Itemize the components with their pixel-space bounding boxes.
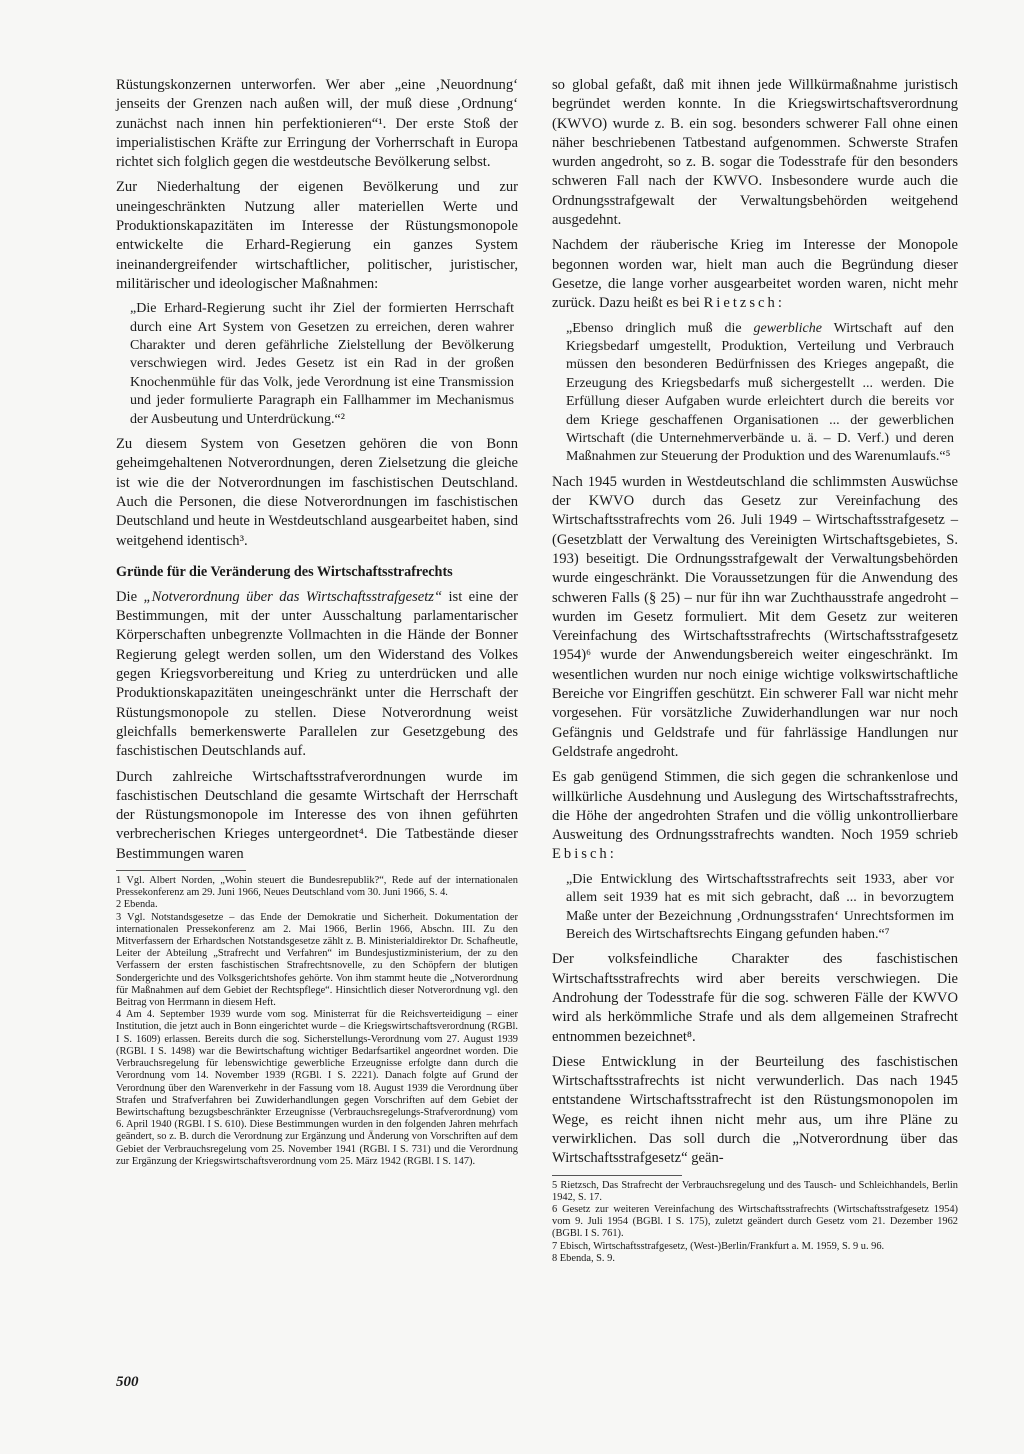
block-quote: „Die Erhard-Regierung sucht ihr Ziel der formierten Herrschaft durch eine Art System von Gesetzen zu erreichen, deren wahrer Charakter und deren gefährliche Zielstellung der Bevölkerung verschwiegen wird. Jedes Gesetz ist ein Rad in der großen Knochenmühle für das Volk, jede Verordnung ist eine Transmission und jeder formulierte Paragraph ein Fallhammer im Mechanismus der Ausbeutung und Unterdrückung.“²: [130, 301, 514, 427]
footnote: 6 Gesetz zur weiteren Vereinfachung des Wirtschaftsstrafrechts (Wirtschaftsstrafgesetz 1954) vom 9. Juli 1954 (BGBl. I S. 175), zuletzt geändert durch Gesetz vom 21. Dezember 1962 (BGBl. I S. 761).: [552, 1204, 958, 1240]
footnote: 8 Ebenda, S. 9.: [552, 1252, 615, 1264]
paragraph: Zur Niederhaltung der eigenen Bevölkerung und zur uneingeschränkten Nutzung aller materiellen Werte und Produktionskapazitäten im Interesse der Rüstungsmonopole entwickelte die Erhard-Regierung ein ganzes System ineinandergreifender wirtschaftlicher, politischer, juristischer, militärischer und ideologischer Maßnahmen:: [116, 179, 518, 292]
paragraph: Durch zahlreiche Wirtschaftsstrafverordnungen wurde im faschistischen Deutschland die gesamte Wirtschaft der Herrschaft der Rüstungsmonopole im Interesse des von ihnen geführten verbrecherischen Krieges untergeordnet⁴. Die Tatbestände dieser Bestimmungen waren: [116, 768, 518, 862]
footnote-divider: [552, 1175, 682, 1176]
footnote: 1 Vgl. Albert Norden, „Wohin steuert die Bundesrepublik?“, Rede auf der internationalen Pressekonferenz am 29. Juni 1966, Neues Deutschland vom 30. Juni 1966, S. 4.: [116, 875, 518, 899]
author-name: Ebisch: [552, 846, 610, 863]
footnote: 5 Rietzsch, Das Strafrecht der Verbrauchsregelung und des Tausch- und Schleichhandels, Berlin 1942, S. 17.: [552, 1179, 958, 1203]
paragraph: Diese Entwicklung in der Beurteilung des faschistischen Wirtschaftsstrafrechts ist nicht verwunderlich. Das nach 1945 entstandene Wirtschaftsstrafrecht ist den Rüstungsmonopolen im Wege, es reicht ihnen nicht mehr aus, um ihre Pläne zu verwirklichen. Das soll durch die „Notverordnung über das Wirtschaftsstrafgesetz“ geän-: [552, 1053, 958, 1167]
text: „Ebenso dringlich muß die: [566, 320, 754, 336]
text: :: [777, 295, 782, 312]
text: :: [609, 846, 614, 863]
paragraph: [116, 588, 518, 762]
right-column: [552, 76, 958, 1265]
footnote: 4 Am 4. September 1939 wurde vom sog. Ministerrat für die Reichsverteidigung – einer Institution, die jetzt auch in Bonn eingerichtet wurde – die Kriegswirtschaftsverordnung (RGBl. I S. 1609) erlassen. Bereits durch die sog. Sicherstellungs-Verordnung vom 27. August 1939 (RGBl. I S. 1498) war die Bewirtschaftung wichtiger Bedarfsartikel angeordnet worden. Die Verbrauchsregelung für lebenswichtige gewerbliche Erzeugnisse erfolgte dann durch die Verordnung vom 14. November 1939 (RGBl. I S. 2221). Danach folgte auf Grund der Verordnung über den Warenverkehr in der Fassung vom 18. August 1939 die Verordnung über Strafen und Strafverfahren bei Zuwiderhandlungen gegen Vorschriften auf dem Gebiet der Bewirtschaftung bezugsbeschränkter Erzeugnisse (Verbrauchsregelungs-Strafverordnung) vom 6. April 1940 (RGBl. I S. 610). Diese Bestimmungen wurden in den folgenden Jahren mehrfach geändert, so z. B. durch die Verordnung zur Ergänzung und Änderung von Vorschriften auf dem Gebiet der Verbrauchsregelung vom 25. November 1941 (RGBl. I S. 731) und die Verordnung zur Ergänzung der Kriegswirtschaftsverordnung vom 25. März 1942 (RGBl. I S. 147).: [116, 1009, 518, 1167]
footnote-divider: [116, 870, 246, 871]
left-column: [116, 76, 518, 1168]
author-name: Rietzsch: [703, 295, 778, 312]
text: Es gab genügend Stimmen, die sich gegen die schrankenlose und willkürliche Ausdehnung und Auslegung des Wirtschaftsstrafrechts, die Höhe der angedrohten Strafen und die völlig unkontrollierbare Ausweitung des Ordnungsstrafrechts wandten. Noch 1959 schrieb: [552, 769, 958, 844]
paragraph: [552, 236, 958, 313]
block-quote: [552, 320, 958, 467]
footnote: 7 Ebisch, Wirtschaftsstrafgesetz, (West-)Berlin/Frankfurt a. M. 1959, S. 9 u. 96.: [552, 1240, 885, 1252]
section-heading: Gründe für die Veränderung des Wirtschaftsstrafrechts: [116, 563, 453, 580]
text: ist eine der Bestimmungen, mit der unter Ausschaltung parlamentarischer Körperschaften unbegrenzte Vollmachten in die Hände der Bonner Regierung gelegt werden sollen, um den Widerstand des Volkes gegen Kriegsvorbereitung und Krieg zu unterdrücken und alle Produktionskapazitäten uneingeschränkt unter die Herrschaft der Rüstungsmonopole zu stellen. Diese Notverordnung weist gleichfalls bemerkenswerte Parallelen zur Gesetzgebung des faschistischen Deutschlands auf.: [116, 588, 518, 760]
footnote: 2 Ebenda.: [116, 899, 158, 911]
paragraph: so global gefaßt, daß mit ihnen jede Willkürmaßnahme juristisch begründet werden konnte. In die Kriegswirtschaftsverordnung (KWVO) wurde z. B. ein sog. besonders schwerer Fall ohne einen näher beschriebenen Tatbestand aufgenommen. Schwerste Strafen wurden angedroht, so z. B. sogar die Todesstrafe für den besonders schweren Fall nach der KWVO. Insbesondere wurde auch die Ordnungsstrafgewalt der Verwaltungsbehörden weitgehend ausgedehnt.: [552, 77, 958, 229]
page-number: 500: [116, 1374, 139, 1390]
text: Die: [116, 588, 144, 605]
paragraph: Rüstungskonzernen unterworfen. Wer aber „eine ‚Neuordnung‘ jenseits der Grenzen nach außen will, der muß diese ‚Ordnung‘ zunächst nach innen hin perfektionieren“¹. Der erste Stoß der imperialistischen Kräfte zur Erringung der Vorherrschaft in Europa richtet sich folglich gegen die westdeutsche Bevölkerung selbst.: [116, 77, 518, 171]
paragraph: Zu diesem System von Gesetzen gehören die von Bonn geheimgehaltenen Notverordnungen, deren Zielsetzung die gleiche ist wie die der Notverordnungen im faschistischen Deutschland. Auch die Personen, die diese Notverordnungen im faschistischen Deutschland und heute in Westdeutschland ausgearbeitet haben, sind weitgehend identisch³.: [116, 436, 518, 549]
paragraph: [552, 768, 958, 864]
italic-word: gewerbliche: [753, 320, 822, 336]
paragraph: Der volksfeindliche Charakter des faschistischen Wirtschaftsstrafrechts wird aber bereits verschwiegen. Die Androhung der Todesstrafe für die sog. schweren Fälle der KWVO wird als herkömmliche Strafe und als dem allgemeinen Strafrecht entnommen bezeichnet⁸.: [552, 951, 958, 1045]
block-quote: „Die Entwicklung des Wirtschaftsstrafrechts seit 1933, aber vor allem seit 1939 hat es mit sich gebracht, daß ... in bevorzugtem Maße unter der Bezeichnung ‚Ordnungsstrafen‘ Unrechtsformen im Bereich des Wirtschaftsrechts Eingang gefunden haben.“⁷: [566, 871, 954, 942]
footnote: 3 Vgl. Notstandsgesetze – das Ende der Demokratie und Sicherheit. Dokumentation der internationalen Pressekonferenz am 2. Mai 1966, Berlin 1966, Abschn. III. Zu den Mitverfassern der Erhardschen Notstandsgesetze zählt z. B. Ministerialdirektor Dr. Schafheutle, Leiter der Abteilung „Strafrecht und Verfahren“ im Bundesjustizministerium, der zu den Verfassern der ersten faschistischen Strafrechtsnovelle, zu den Schöpfern der blutigen Sondergerichte und des Volksgerichtshofes gehörte. Von ihm stammt heute die „Notverordnung für Maßnahmen auf dem Gebiet der Rechtspflege“. Hinsichtlich dieser Notverordnung vgl. den Beitrag von Herrmann in diesem Heft.: [116, 911, 518, 1009]
text: Nachdem der räuberische Krieg im Interesse der Monopole begonnen worden war, hielt man auch die Begründung dieser Gesetze, die lange vorher ausgearbeitet worden waren, nicht mehr zurück. Dazu heißt es bei: [552, 237, 958, 312]
text: Wirtschaft auf den Kriegsbedarf umgestellt, Produktion, Verteilung und Verbrauch müssen den besonderen Bedürfnissen des Krieges angepaßt, die Erzeugung des Kriegsbedarfs muß sichergestellt ... werden. Die Erfüllung dieser Aufgaben wurde erleichtert durch die bereits vor dem Kriege geschaffenen Organisationen ... der gewerblichen Wirtschaft (die Unternehmerverbände u. ä. – D. Verf.) und deren Maßnahmen zur Steuerung der Produktion und des Warenumlaufs.“⁵: [566, 320, 955, 465]
paragraph: Nach 1945 wurden in Westdeutschland die schlimmsten Auswüchse der KWVO durch das Gesetz zur Vereinfachung des Wirtschaftsstrafrechts vom 26. Juli 1949 – Wirtschaftsstrafgesetz – (Gesetzblatt der Verwaltung des Vereinigten Wirtschaftsgebietes, S. 193) beseitigt. Die Ordnungsstrafgewalt der Verwaltungsbehörden wurde eingeschränkt. Die Voraussetzungen für die Anwendung des schweren Falls (§ 25) – nur für ihn war Zuchthausstrafe angedroht – wurden im Gesetz formuliert. Mit dem Gesetz zur weiteren Vereinfachung des Wirtschaftsstrafrechts (Wirtschaftsstrafgesetz 1954)⁶ wurde der Anwendungsbereich weiter eingeschränkt. Im wesentlichen wurden nur noch einige wichtige volkswirtschaftliche Bereiche vor Eingriffen geschützt. Ein schwerer Fall war nicht mehr vorgesehen. Für vorsätzliche Zuwiderhandlungen war nur noch Gefängnis und Geldstrafe und für fahrlässige Handlungen nur Geldstrafe angedroht.: [552, 473, 958, 760]
italic-title: „Notverordnung über das Wirtschaftsstrafgesetz“: [143, 588, 443, 605]
